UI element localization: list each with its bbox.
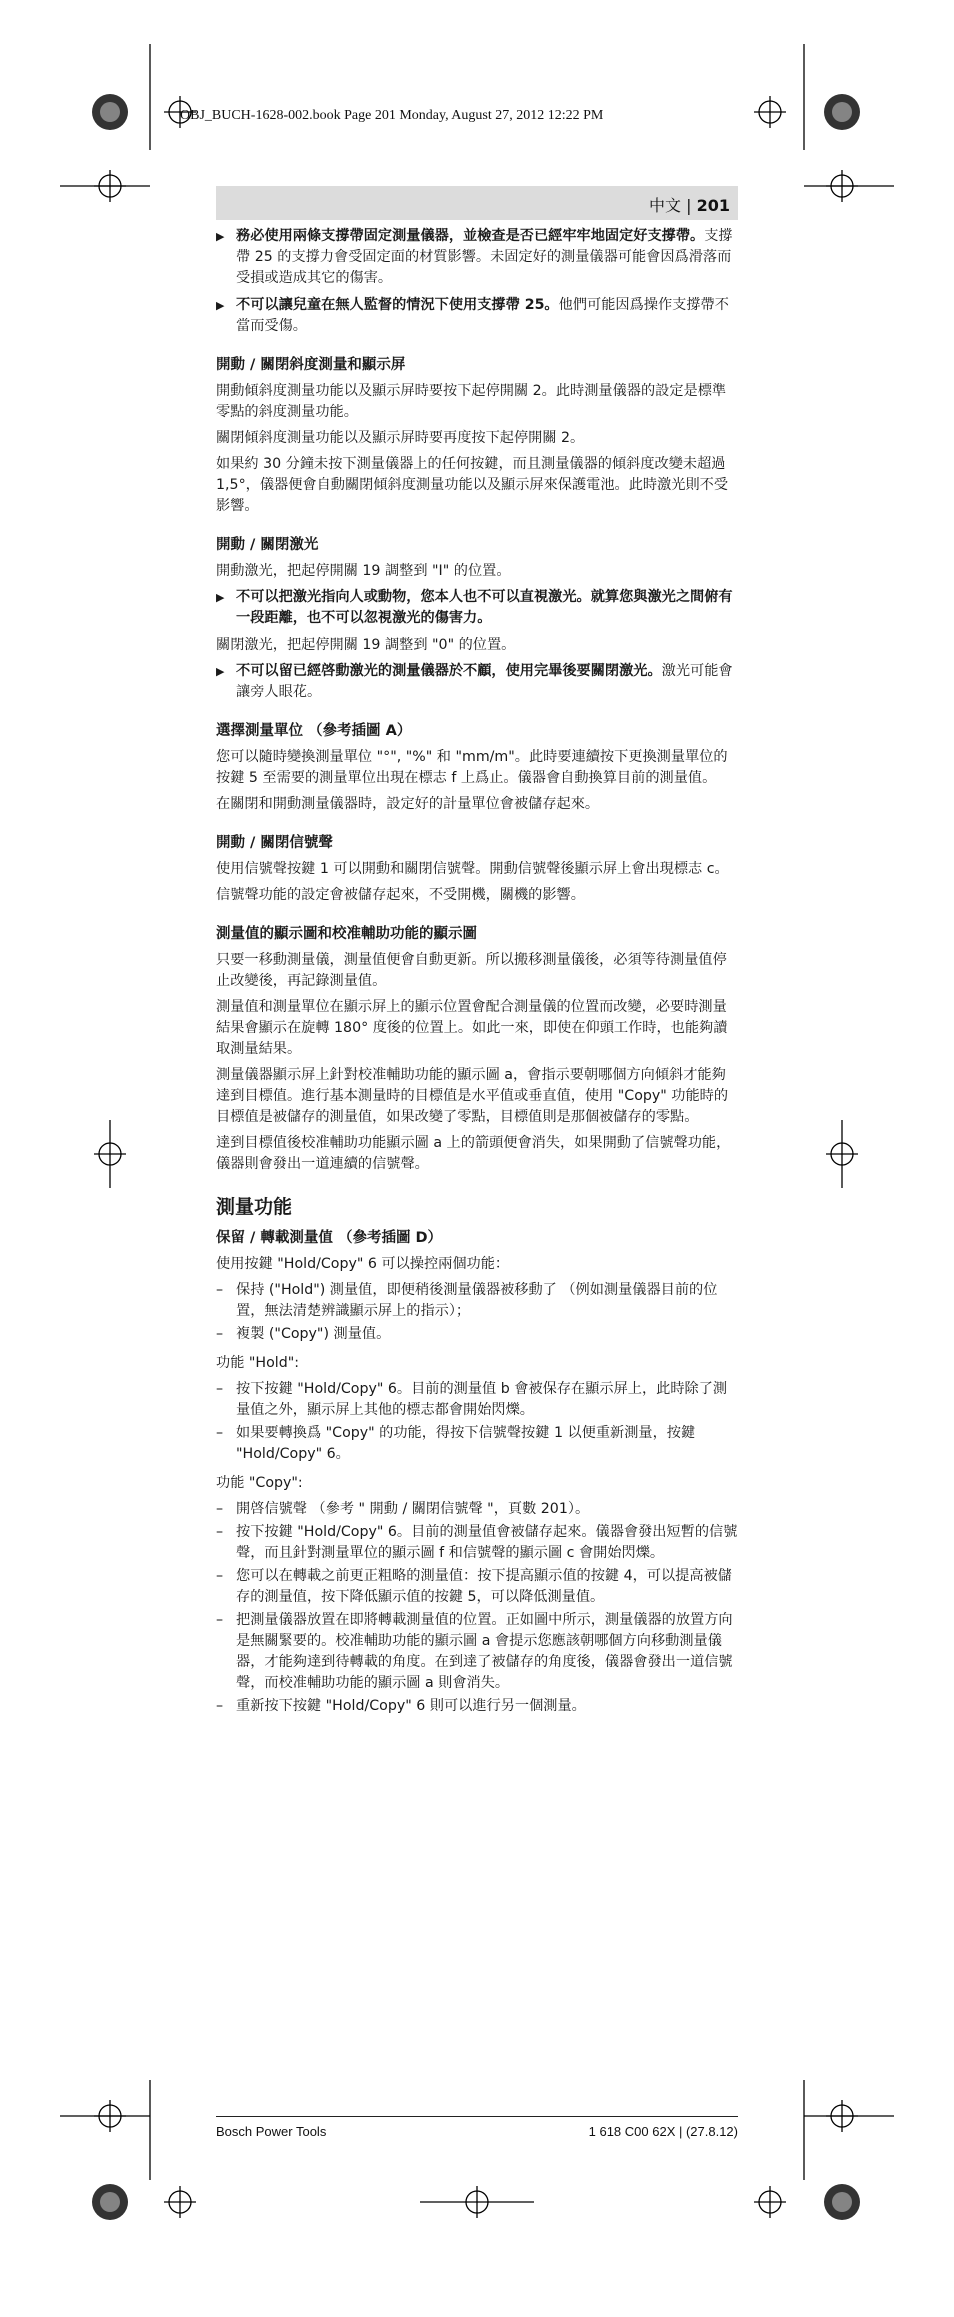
footer-doc-code: 1 618 C00 62X | (27.8.12) bbox=[588, 2124, 738, 2139]
safety-bullet-bold: 務必使用兩條支撐帶固定測量儀器，並檢查是否已經牢牢地固定好支撐帶。 bbox=[236, 228, 705, 244]
section-heading-display: 測量值的顯示圖和校准輔助功能的顯示圖 bbox=[216, 926, 477, 942]
paragraph: 信號聲功能的設定會被儲存起來，不受開機，關機的影響。 bbox=[216, 887, 585, 903]
page-header: 中文 | 201 bbox=[649, 196, 730, 215]
star-target-bottom-left bbox=[92, 2184, 128, 2220]
crosshair-bottom-right bbox=[754, 2186, 786, 2218]
warning-bold: 不可以留已經啓動激光的測量儀器於不顧，使用完畢後要關閉激光。 bbox=[236, 663, 662, 679]
list-item: – 按下按鍵 "Hold/Copy" 6。目前的測量值 b 會被保存在顯示屏上，此時除了測量值之外，顯示屏上其他的標志都會開始閃爍。 bbox=[216, 1379, 738, 1421]
safety-bullet-text: 支撐帶 25 的支撐力會受固定面的材質影響。未固定好的測量儀器可能會因爲滑落而受損或造成其它的傷害。 bbox=[236, 228, 733, 286]
list-item: – 如果要轉換爲 "Copy" 的功能，得按下信號聲按鍵 1 以便重新測量，按鍵 "Hold/Copy" 6。 bbox=[216, 1423, 738, 1465]
list-item: – 開啓信號聲 （參考 " 開動 / 關閉信號聲 "，頁數 201）。 bbox=[216, 1499, 738, 1520]
paragraph: 使用按鍵 "Hold/Copy" 6 可以操控兩個功能： bbox=[216, 1256, 510, 1272]
crosshair-right-bottom bbox=[826, 2100, 858, 2132]
crosshair-left-mid bbox=[94, 1120, 126, 1188]
crosshair-bottom-center bbox=[420, 2186, 534, 2218]
function-label-copy: 功能 "Copy": bbox=[216, 1475, 303, 1491]
list-item: – 複製 ("Copy") 測量值。 bbox=[216, 1324, 738, 1345]
section-heading-tilt: 開動 / 關閉斜度測量和顯示屏 bbox=[216, 357, 406, 373]
paragraph: 您可以隨時變換測量單位 "°", "%" 和 "mm/m"。此時要連續按下更換測量單位的按鍵 5 至需要的測量單位出現在標志 f 上爲止。儀器會自動換算目前的測量值。 bbox=[216, 749, 728, 786]
paragraph: 測量值和測量單位在顯示屏上的顯示位置會配合測量儀的位置而改變，必要時測量結果會顯示在旋轉 180° 度後的位置上。如此一來，即使在仰頭工作時，也能夠讀取測量結果。 bbox=[216, 999, 728, 1057]
safety-bullet-bold: 不可以讓兒童在無人監督的情況下使用支撐帶 25。 bbox=[236, 297, 559, 313]
print-slug: OBJ_BUCH-1628-002.book Page 201 Monday, August 27, 2012 12:22 PM bbox=[180, 108, 604, 123]
list-item: – 保持 ("Hold") 測量值，即便稍後測量儀器被移動了 （例如測量儀器目前的位置，無法清楚辨識顯示屏上的指示）； bbox=[216, 1280, 738, 1322]
page-header-bar bbox=[216, 186, 738, 220]
section-heading-hold-copy: 保留 / 轉載測量值 （參考插圖 D） bbox=[216, 1230, 443, 1246]
chapter-title: 測量功能 bbox=[216, 1196, 293, 1218]
star-target-top-right bbox=[824, 94, 860, 130]
page-number: 201 bbox=[696, 196, 730, 215]
warning-bold: 不可以把激光指向人或動物，您本人也不可以直視激光。就算您與激光之間俯有一段距離，也不可以忽視激光的傷害力。 bbox=[236, 589, 733, 626]
safety-bullet bbox=[216, 226, 738, 289]
crosshair-bottom-left bbox=[164, 2186, 196, 2218]
section-heading-laser: 開動 / 關閉激光 bbox=[216, 537, 319, 553]
paragraph: 開動激光，把起停開關 19 調整到 "I" 的位置。 bbox=[216, 563, 511, 579]
footer-publisher: Bosch Power Tools bbox=[216, 2124, 327, 2139]
safety-bullet bbox=[216, 295, 738, 337]
list-item: – 按下按鍵 "Hold/Copy" 6。目前的測量值會被儲存起來。儀器會發出短暫的信號聲，而且針對測量單位的顯示圖 f 和信號聲的顯示圖 c 會開始閃爍。 bbox=[216, 1522, 738, 1564]
paragraph: 在關閉和開動測量儀器時，設定好的計量單位會被儲存起來。 bbox=[216, 796, 600, 812]
star-target-top-left bbox=[92, 94, 128, 130]
list-item: – 把測量儀器放置在即將轉載測量值的位置。正如圖中所示，測量儀器的放置方向是無關緊要的。校准輔助功能的顯示圖 a 會提示您應該朝哪個方向移動測量儀器，才能夠達到待轉載的角度。在到達了被儲存的角度後，儀器會發出一道信號聲，而校准輔助功能的顯示圖 a 則會消失。 bbox=[216, 1610, 738, 1694]
section-heading-unit: 選擇測量單位 （參考插圖 A） bbox=[216, 723, 412, 739]
paragraph: 使用信號聲按鍵 1 可以開動和關閉信號聲。開動信號聲後顯示屏上會出現標志 c。 bbox=[216, 861, 729, 877]
laser-warning-bullet bbox=[216, 661, 738, 703]
star-target-bottom-right bbox=[824, 2184, 860, 2220]
crosshair-top-slug-right bbox=[754, 96, 786, 128]
crosshair-right-mid bbox=[826, 1120, 858, 1188]
laser-warning-bullet bbox=[216, 587, 738, 629]
paragraph: 關閉激光，把起停開關 19 調整到 "0" 的位置。 bbox=[216, 637, 516, 653]
paragraph: 測量儀器顯示屏上針對校准輔助功能的顯示圖 a，會指示要朝哪個方向傾斜才能夠達到目標值。進行基本測量時的目標值是水平值或垂直值，使用 "Copy" 功能時的目標值是被儲存的測量值，如果改變了零點，目標值則是那個被儲存的零點。 bbox=[216, 1067, 729, 1125]
safety-bullet-text: 他們可能因爲操作支撐帶不當而受傷。 bbox=[236, 297, 729, 334]
warning-text: 激光可能會讓旁人眼花。 bbox=[236, 663, 733, 700]
paragraph: 如果約 30 分鐘未按下測量儀器上的任何按鍵，而且測量儀器的傾斜度改變未超過 1,5°，儀器便會自動關閉傾斜度測量功能以及顯示屏來保護電池。此時激光則不受影響。 bbox=[216, 456, 729, 514]
crosshair-right-top bbox=[826, 170, 858, 202]
function-label-hold: 功能 "Hold": bbox=[216, 1355, 300, 1371]
page-content bbox=[216, 226, 738, 1719]
paragraph: 關閉傾斜度測量功能以及顯示屏時要再度按下起停開關 2。 bbox=[216, 430, 585, 446]
crosshair-left-bottom bbox=[94, 2100, 126, 2132]
crosshair-left-top bbox=[94, 170, 126, 202]
list-item: – 重新按下按鍵 "Hold/Copy" 6 則可以進行另一個測量。 bbox=[216, 1696, 738, 1717]
paragraph: 只要一移動測量儀，測量值便會自動更新。所以搬移測量儀後，必須等待測量值停止改變後，再記錄測量值。 bbox=[216, 952, 727, 989]
paragraph: 達到目標值後校准輔助功能顯示圖 a 上的箭頭便會消失，如果開動了信號聲功能，儀器則會發出一道連續的信號聲。 bbox=[216, 1135, 731, 1172]
paragraph: 開動傾斜度測量功能以及顯示屏時要按下起停開關 2。此時測量儀器的設定是標準零點的斜度測量功能。 bbox=[216, 383, 727, 420]
footer-rule bbox=[216, 2116, 738, 2117]
list-item: – 您可以在轉載之前更正粗略的測量值：按下提高顯示值的按鍵 4，可以提高被儲存的測量值，按下降低顯示值的按鍵 5，可以降低測量值。 bbox=[216, 1566, 738, 1608]
section-heading-signal: 開動 / 關閉信號聲 bbox=[216, 835, 333, 851]
header-language: 中文 bbox=[649, 196, 682, 215]
